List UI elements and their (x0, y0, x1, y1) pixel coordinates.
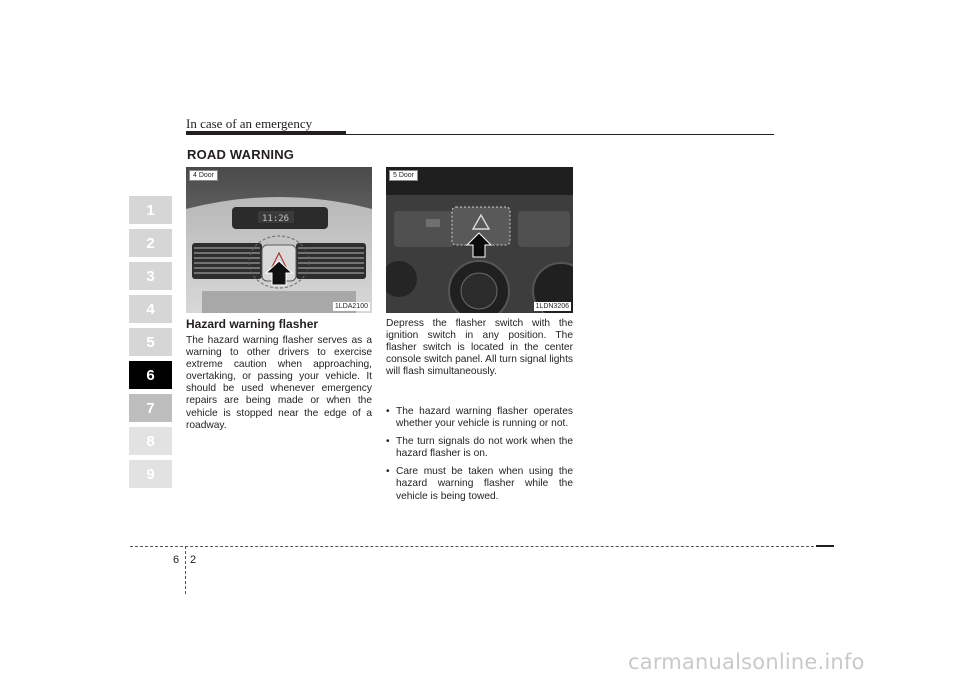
header-rule-thick (186, 131, 346, 135)
footer-divider (185, 546, 186, 594)
photo-4-door-dashboard (186, 167, 372, 313)
photo-code-right: 1LDN3206 (535, 303, 569, 310)
chapter-tab-1[interactable]: 1 (129, 196, 172, 224)
chapter-tab-4[interactable]: 4 (129, 295, 172, 323)
footer-chapter-number: 6 (173, 554, 180, 566)
chapter-tab-9[interactable]: 9 (129, 460, 172, 488)
chapter-tab-3[interactable]: 3 (129, 262, 172, 290)
footer-rule-end (816, 545, 834, 547)
photo-5-door-console (386, 167, 573, 313)
section-title: ROAD WARNING (187, 147, 295, 162)
hazard-flasher-heading: Hazard warning flasher (186, 317, 319, 331)
footer-rule (130, 546, 834, 547)
chapter-tab-6[interactable]: 6 (129, 361, 172, 389)
photo-label-5-door: 5 Door (389, 170, 418, 181)
page-header-title: In case of an emergency (186, 116, 313, 131)
list-item: • The turn signals do not work when the hazard flasher is on. (386, 436, 573, 460)
watermark: carmanualsonline.info (628, 650, 865, 674)
chapter-tab-8[interactable]: 8 (129, 427, 172, 455)
photo-label-4-door: 4 Door (189, 170, 218, 181)
header-rule-thin (346, 134, 774, 135)
chapter-tab-5[interactable]: 5 (129, 328, 172, 356)
photo-code-left: 1LDA2100 (334, 303, 368, 310)
chapter-tab-7[interactable]: 7 (129, 394, 172, 422)
chapter-tab-2[interactable]: 2 (129, 229, 172, 257)
footer-page-number: 2 (190, 554, 197, 566)
dashboard-hazard-illustration (186, 167, 372, 313)
hazard-notes-list (386, 406, 573, 509)
chapter-tabs (129, 196, 172, 493)
console-hazard-illustration (386, 167, 573, 313)
svg-text:11:26: 11:26 (262, 214, 290, 224)
list-item: • Care must be taken when using the hazard warning flasher while the vehicle is being towed. (386, 466, 573, 502)
hazard-flasher-paragraph: The hazard warning flasher serves as a warning to other drivers to exercise extreme caution when approaching, overtaking, or passing your vehicle. It should be used whenever emergency repairs are being made or when the vehicle is stopped near the edge of a roadway. (186, 335, 372, 431)
list-item: • The hazard warning flasher operates whether your vehicle is running or not. (386, 406, 573, 430)
depress-switch-paragraph: Depress the flasher switch with the ignition switch in any position. The flasher switch is located in the center console switch panel. All turn signal lights will flash simultaneously. (386, 318, 573, 378)
